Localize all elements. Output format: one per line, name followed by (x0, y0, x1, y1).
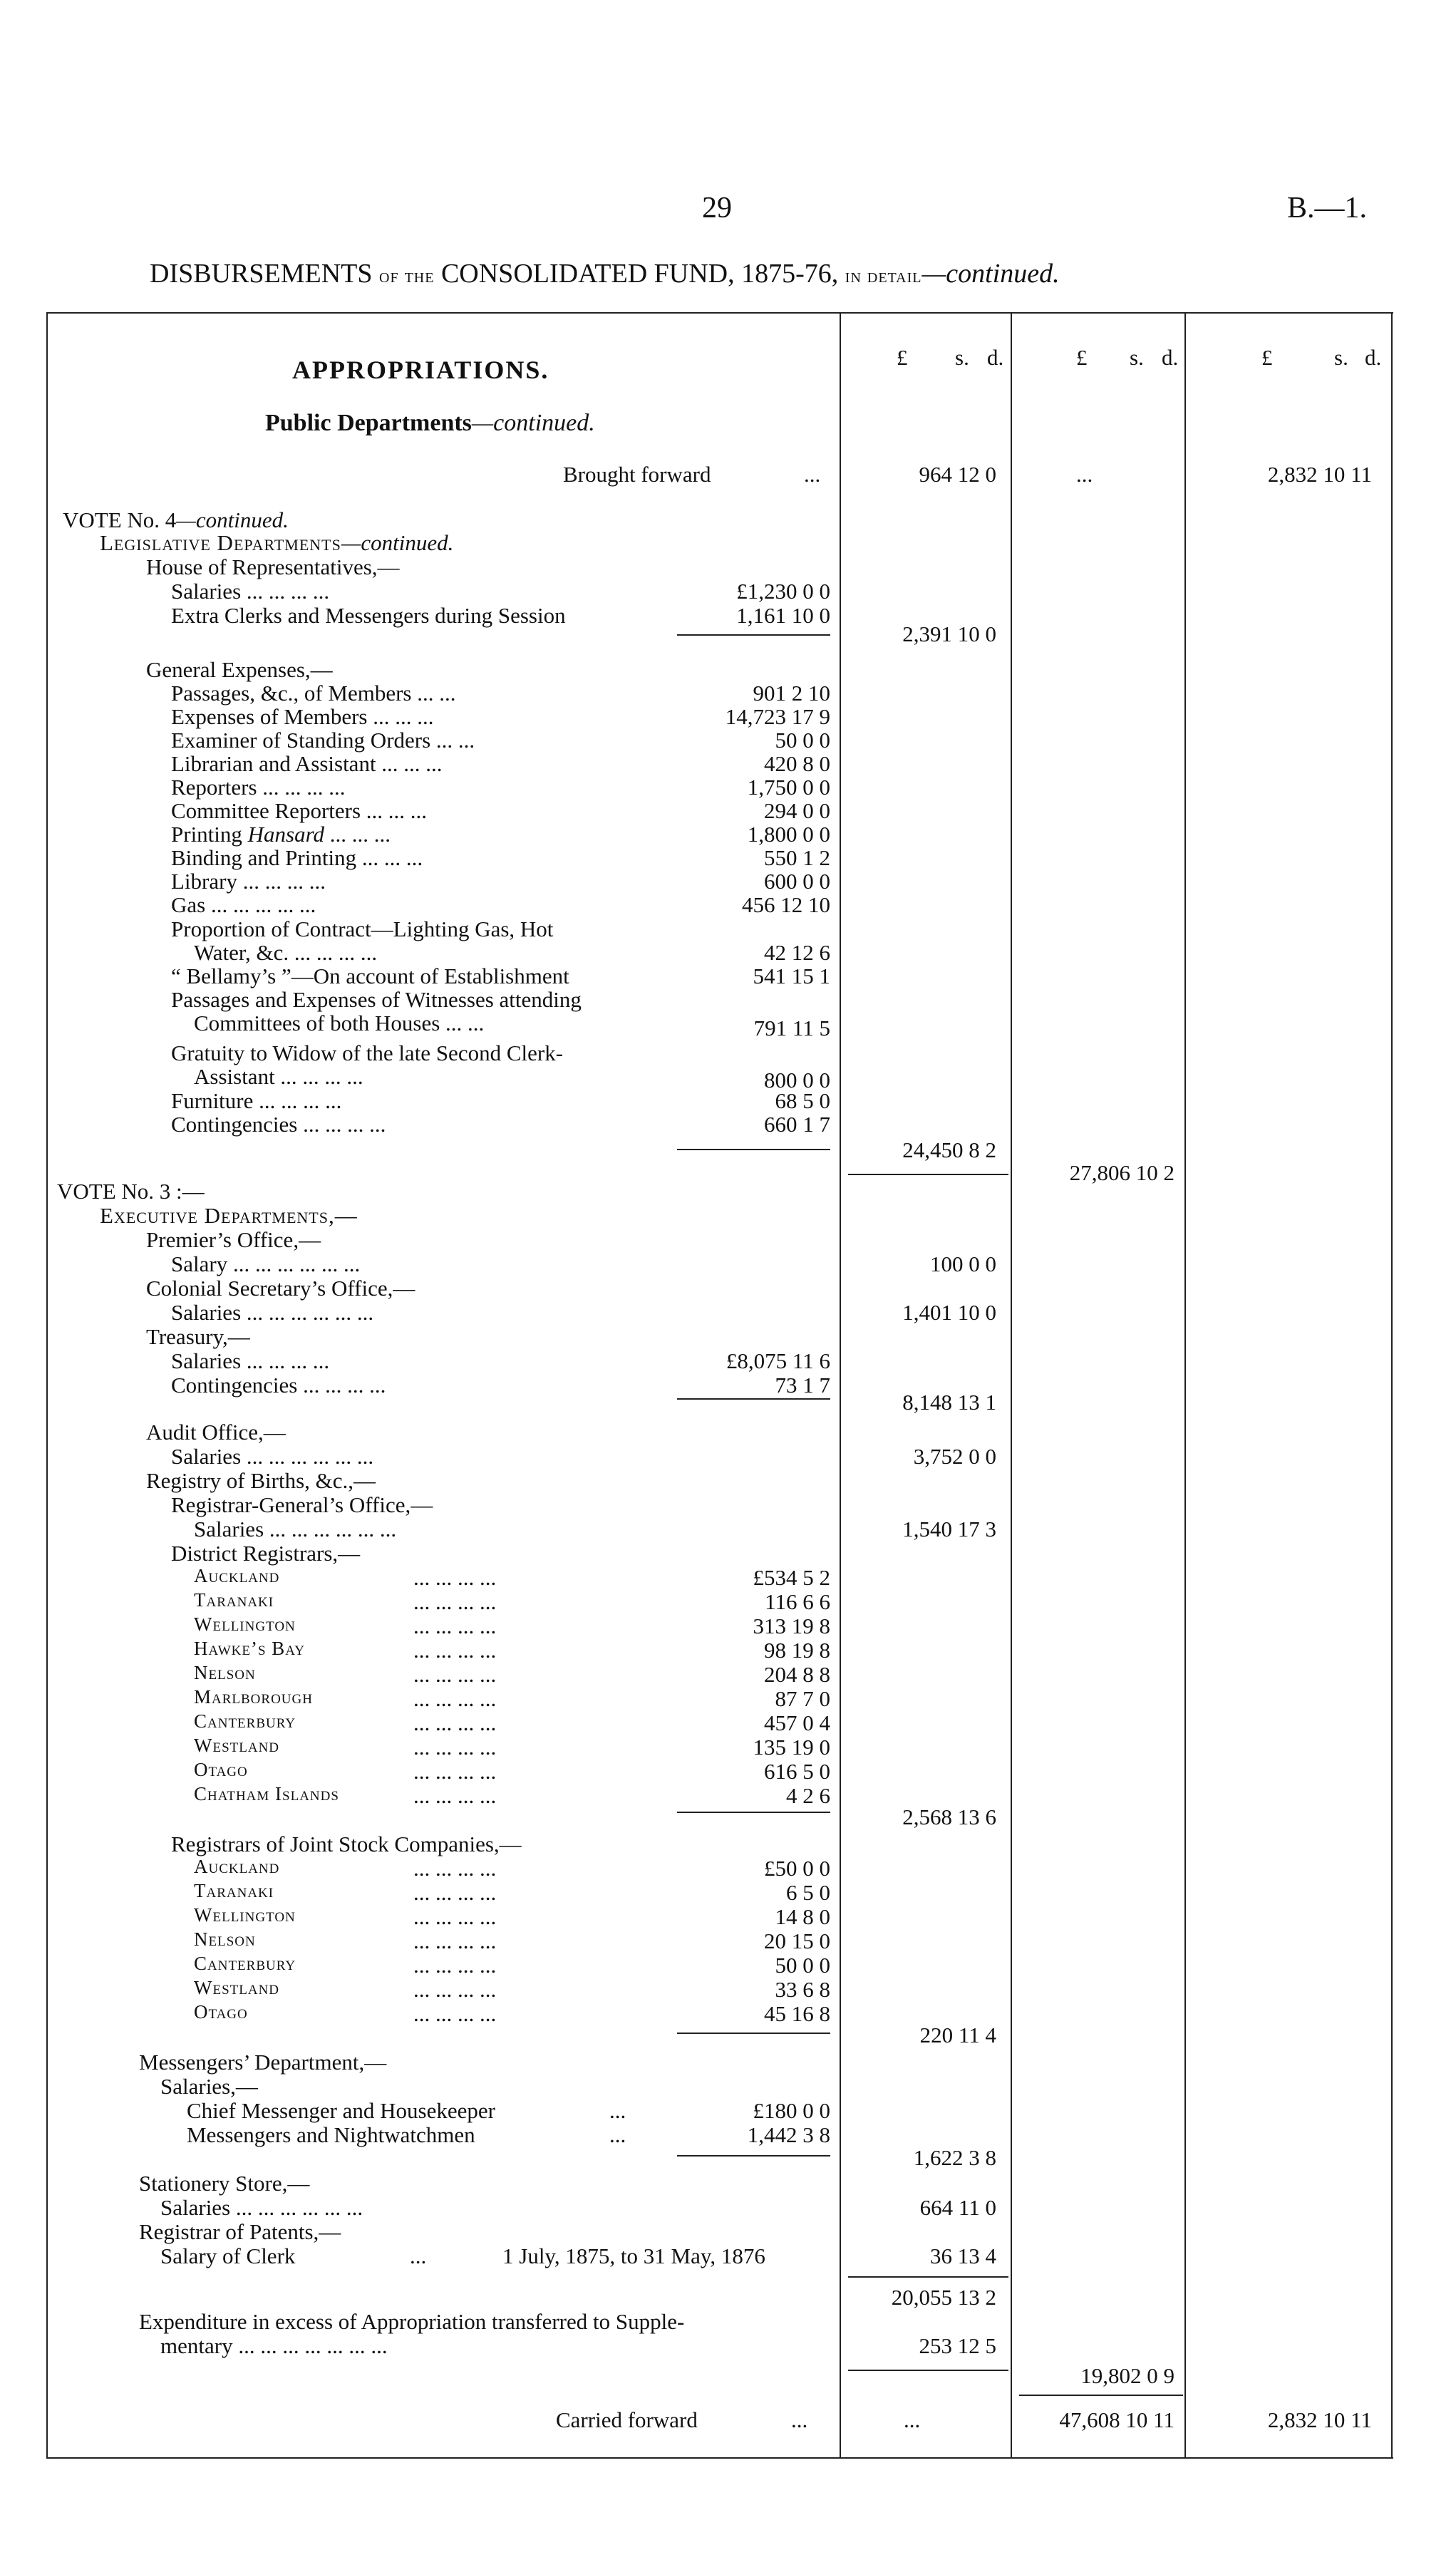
joint-stock-amount: 50 0 0 (775, 1953, 830, 1978)
nightwatchmen-amount: 1,442 3 8 (747, 2122, 830, 2147)
expense-amount: 550 1 2 (764, 845, 830, 870)
leader-dots: ... ... ... ... (413, 1783, 497, 1808)
premier-heading: Premier’s Office,— (146, 1227, 321, 1252)
stationery-heading: Stationery Store,— (139, 2171, 310, 2196)
messengers-heading: Messengers’ Department,— (139, 2050, 387, 2075)
section-subheading: Public Departments—continued. (265, 410, 595, 436)
bellamy-label: “ Bellamy’s ”—On account of Establishment (171, 964, 569, 988)
page-title: DISBURSEMENTS of the CONSOLIDATED FUND, 1875-76, in detail—continued. (150, 259, 1060, 289)
expense-label: Reporters ... ... ... ... (171, 775, 346, 800)
expense-amount: 456 12 10 (742, 892, 830, 917)
subtotal-rule (677, 1812, 830, 1813)
colonial-salaries-label: Salaries ... ... ... ... ... ... (171, 1300, 374, 1325)
district-label: Auckland (194, 1565, 280, 1586)
district-registrars-heading: District Registrars,— (171, 1541, 361, 1566)
vote3-subtotal: 20,055 13 2 (891, 2285, 996, 2310)
contingencies-label: Contingencies ... ... ... ... (171, 1112, 386, 1137)
district-amount: 313 19 8 (753, 1613, 830, 1638)
joint-stock-amount: 33 6 8 (775, 1977, 830, 2002)
treasury-salaries-label: Salaries ... ... ... ... (171, 1348, 330, 1373)
district-label: Taranaki (194, 1589, 274, 1611)
column-divider-1 (840, 312, 841, 2459)
district-label: Canterbury (194, 1710, 296, 1732)
gratuity-label: Gratuity to Widow of the late Second Clerk- (171, 1040, 564, 1065)
col1-pound-header: £ (897, 345, 908, 370)
column-divider-2 (1011, 312, 1012, 2459)
treasury-heading: Treasury,— (146, 1324, 250, 1349)
document-code: B.—1. (1287, 192, 1368, 224)
subtotal-rule (848, 1174, 1008, 1175)
col2-pound-header: £ (1076, 345, 1088, 370)
expense-label: Librarian and Assistant ... ... ... (171, 751, 443, 776)
col1-pence-header: d. (987, 345, 1004, 370)
extra-clerks-amount: 1,161 10 0 (736, 603, 830, 628)
house-salaries-label: Salaries ... ... ... ... (171, 579, 330, 604)
registrar-general-heading: Registrar-General’s Office,— (171, 1492, 433, 1517)
district-label: Otago (194, 1759, 248, 1780)
patents-salary-amount: 36 13 4 (930, 2243, 996, 2268)
excess-label-cont: mentary ... ... ... ... ... ... ... (160, 2333, 388, 2358)
joint-stock-amount: 14 8 0 (775, 1904, 830, 1929)
expense-label: Gas ... ... ... ... ... (171, 892, 316, 917)
district-amount: £534 5 2 (753, 1565, 830, 1590)
col3-pound-header: £ (1261, 345, 1273, 370)
col1-shilling-header: s. (955, 345, 969, 370)
district-label: Hawke’s Bay (194, 1638, 305, 1659)
district-amount: 457 0 4 (764, 1710, 830, 1735)
carried-forward-dots: ... (791, 2407, 808, 2432)
district-label: Wellington (194, 1613, 296, 1635)
vote3-title: VOTE No. 3 :— (57, 1179, 205, 1204)
expense-amount: 420 8 0 (764, 751, 830, 776)
joint-stock-label: Nelson (194, 1928, 256, 1950)
brought-forward-dots: ... (804, 462, 821, 487)
subtotal-rule (677, 1398, 830, 1400)
general-expenses-heading: General Expenses,— (146, 657, 333, 682)
district-label: Marlborough (194, 1686, 313, 1708)
subtotal-rule (848, 2276, 1008, 2278)
nightwatchmen-label: Messengers and Nightwatchmen (187, 2122, 475, 2147)
carried-forward-col3: 2,832 10 11 (1267, 2407, 1372, 2432)
col2-shilling-header: s. (1130, 345, 1144, 370)
joint-stock-amount: 6 5 0 (786, 1880, 830, 1905)
registry-heading: Registry of Births, &c.,— (146, 1468, 376, 1493)
joint-stock-label: Westland (194, 1977, 280, 1998)
proportion-amount: 42 12 6 (764, 940, 830, 965)
registrar-general-salaries-label: Salaries ... ... ... ... ... ... (194, 1517, 397, 1541)
subtotal-rule (1019, 2395, 1183, 2396)
joint-stock-label: Wellington (194, 1904, 296, 1926)
leader-dots: ... ... ... ... (413, 1904, 497, 1929)
bellamy-amount: 541 15 1 (753, 964, 830, 988)
expense-label: Passages, &c., of Members ... ... (171, 681, 456, 706)
house-heading: House of Representatives,— (146, 554, 400, 579)
patents-period: 1 July, 1875, to 31 May, 1876 (502, 2243, 765, 2268)
table-left-border (46, 312, 48, 2459)
expense-label: Printing Hansard ... ... ... (171, 822, 391, 847)
joint-stock-amount: 45 16 8 (764, 2001, 830, 2026)
vote4-department: Legislative Departments—continued. (100, 530, 454, 555)
patents-heading: Registrar of Patents,— (139, 2219, 341, 2244)
house-salaries-amount: £1,230 0 0 (736, 579, 830, 604)
district-amount: 204 8 8 (764, 1662, 830, 1687)
joint-stock-heading: Registrars of Joint Stock Companies,— (171, 1832, 522, 1856)
witness-label: Passages and Expenses of Witnesses attending (171, 987, 582, 1012)
messengers-total: 1,622 3 8 (913, 2145, 996, 2170)
district-amount: 116 6 6 (765, 1589, 830, 1614)
carried-forward-col2: 47,608 10 11 (1059, 2407, 1174, 2432)
vote3-total: 19,802 0 9 (1080, 2363, 1174, 2388)
joint-stock-label: Auckland (194, 1856, 280, 1877)
district-label: Nelson (194, 1662, 256, 1683)
proportion-label: Proportion of Contract—Lighting Gas, Hot (171, 916, 554, 941)
witness-label-cont: Committees of both Houses ... ... (194, 1011, 485, 1035)
leader-dots: ... ... ... ... (413, 1710, 497, 1735)
vote3-department: Executive Departments,— (100, 1203, 358, 1228)
leader-dots: ... ... ... ... (413, 1613, 497, 1638)
leader-dots: ... ... ... ... (413, 1735, 497, 1760)
district-amount: 4 2 6 (786, 1783, 830, 1808)
subtotal-rule (677, 2033, 830, 2034)
leader-dots: ... (410, 2243, 427, 2268)
leader-dots: ... ... ... ... (413, 1856, 497, 1881)
column-divider-3 (1184, 312, 1186, 2459)
table-top-border (46, 312, 1393, 314)
general-expenses-total: 24,450 8 2 (902, 1137, 996, 1162)
stationery-salaries-amount: 664 11 0 (919, 2195, 996, 2220)
expense-amount: 1,750 0 0 (747, 775, 830, 800)
subtotal-rule (677, 634, 830, 636)
leader-dots: ... ... ... ... (413, 1977, 497, 2002)
treasury-salaries-amount: £8,075 11 6 (726, 1348, 830, 1373)
vote4-total: 27,806 10 2 (1069, 1160, 1174, 1185)
vote4-title: VOTE No. 4—continued. (63, 507, 289, 532)
leader-dots: ... ... ... ... (413, 1638, 497, 1663)
expense-label: Examiner of Standing Orders ... ... (171, 728, 475, 753)
treasury-total: 8,148 13 1 (902, 1390, 996, 1415)
joint-stock-label: Taranaki (194, 1880, 274, 1901)
expense-amount: 14,723 17 9 (725, 704, 830, 729)
premier-salary-amount: 100 0 0 (930, 1251, 996, 1276)
district-label: Westland (194, 1735, 280, 1756)
expense-amount: 600 0 0 (764, 869, 830, 894)
col2-pence-header: d. (1162, 345, 1179, 370)
messengers-salaries-heading: Salaries,— (160, 2074, 258, 2099)
district-total: 2,568 13 6 (902, 1804, 996, 1829)
carried-forward-label: Carried forward (556, 2407, 698, 2432)
leader-dots: ... ... ... ... (413, 1686, 497, 1711)
expense-amount: 294 0 0 (764, 798, 830, 823)
expense-amount: 901 2 10 (753, 681, 830, 706)
page-number: 29 (702, 192, 732, 224)
excess-amount: 253 12 5 (919, 2333, 996, 2358)
leader-dots: ... (609, 2098, 626, 2123)
brought-forward-label: Brought forward (563, 462, 711, 487)
district-amount: 87 7 0 (775, 1686, 830, 1711)
expense-label: Binding and Printing ... ... ... (171, 845, 423, 870)
patents-salary-label: Salary of Clerk (160, 2243, 296, 2268)
joint-stock-total: 220 11 4 (919, 2023, 996, 2047)
joint-stock-label: Canterbury (194, 1953, 296, 1974)
col3-shilling-header: s. (1334, 345, 1348, 370)
leader-dots: ... ... ... ... (413, 1953, 497, 1978)
leader-dots: ... ... ... ... (413, 1565, 497, 1590)
brought-forward-col1: 964 12 0 (919, 462, 996, 487)
leader-dots: ... ... ... ... (413, 1928, 497, 1953)
gratuity-amount: 800 0 0 (764, 1068, 830, 1093)
furniture-amount: 68 5 0 (775, 1088, 830, 1113)
proportion-label-cont: Water, &c. ... ... ... ... (194, 940, 378, 965)
table-bottom-border (46, 2457, 1393, 2459)
premier-salary-label: Salary ... ... ... ... ... ... (171, 1251, 361, 1276)
witness-amount: 791 11 5 (753, 1016, 830, 1040)
gratuity-label-cont: Assistant ... ... ... ... (194, 1064, 363, 1089)
leader-dots: ... (609, 2122, 626, 2147)
expense-label: Committee Reporters ... ... ... (171, 798, 428, 823)
appropriations-heading: APPROPRIATIONS. (292, 356, 549, 384)
expense-label: Expenses of Members ... ... ... (171, 704, 434, 729)
excess-label: Expenditure in excess of Appropriation transferred to Supple- (139, 2309, 685, 2334)
district-amount: 98 19 8 (764, 1638, 830, 1663)
district-amount: 135 19 0 (753, 1735, 830, 1760)
contingencies-amount: 660 1 7 (764, 1112, 830, 1137)
brought-forward-col2: ... (1076, 462, 1093, 487)
chief-messenger-amount: £180 0 0 (753, 2098, 830, 2123)
district-label: Chatham Islands (194, 1783, 339, 1804)
leader-dots: ... ... ... ... (413, 1880, 497, 1905)
subtotal-rule (677, 2155, 830, 2157)
leader-dots: ... ... ... ... (413, 1662, 497, 1687)
brought-forward-col3: 2,832 10 11 (1267, 462, 1372, 487)
district-amount: 616 5 0 (764, 1759, 830, 1784)
expense-amount: 50 0 0 (775, 728, 830, 753)
colonial-salaries-amount: 1,401 10 0 (902, 1300, 996, 1325)
expense-amount: 1,800 0 0 (747, 822, 830, 847)
colonial-heading: Colonial Secretary’s Office,— (146, 1276, 415, 1301)
leader-dots: ... ... ... ... (413, 1589, 497, 1614)
registrar-general-salaries-amount: 1,540 17 3 (902, 1517, 996, 1541)
audit-heading: Audit Office,— (146, 1420, 286, 1445)
expense-label: Library ... ... ... ... (171, 869, 326, 894)
treasury-contingencies-amount: 73 1 7 (775, 1373, 830, 1398)
col3-pence-header: d. (1365, 345, 1382, 370)
leader-dots: ... ... ... ... (413, 1759, 497, 1784)
leader-dots: ... ... ... ... (413, 2001, 497, 2026)
stationery-salaries-label: Salaries ... ... ... ... ... ... (160, 2195, 363, 2220)
audit-salaries-label: Salaries ... ... ... ... ... ... (171, 1444, 374, 1469)
table-right-border (1391, 312, 1393, 2459)
treasury-contingencies-label: Contingencies ... ... ... ... (171, 1373, 386, 1398)
joint-stock-amount: 20 15 0 (764, 1928, 830, 1953)
house-total: 2,391 10 0 (902, 621, 996, 646)
joint-stock-label: Otago (194, 2001, 248, 2023)
subtotal-rule (848, 2370, 1008, 2371)
extra-clerks-label: Extra Clerks and Messengers during Session (171, 603, 566, 628)
carried-forward-col1: ... (904, 2407, 921, 2432)
audit-salaries-amount: 3,752 0 0 (913, 1444, 996, 1469)
joint-stock-amount: £50 0 0 (764, 1856, 830, 1881)
furniture-label: Furniture ... ... ... ... (171, 1088, 342, 1113)
subtotal-rule (677, 1149, 830, 1150)
chief-messenger-label: Chief Messenger and Housekeeper (187, 2098, 495, 2123)
